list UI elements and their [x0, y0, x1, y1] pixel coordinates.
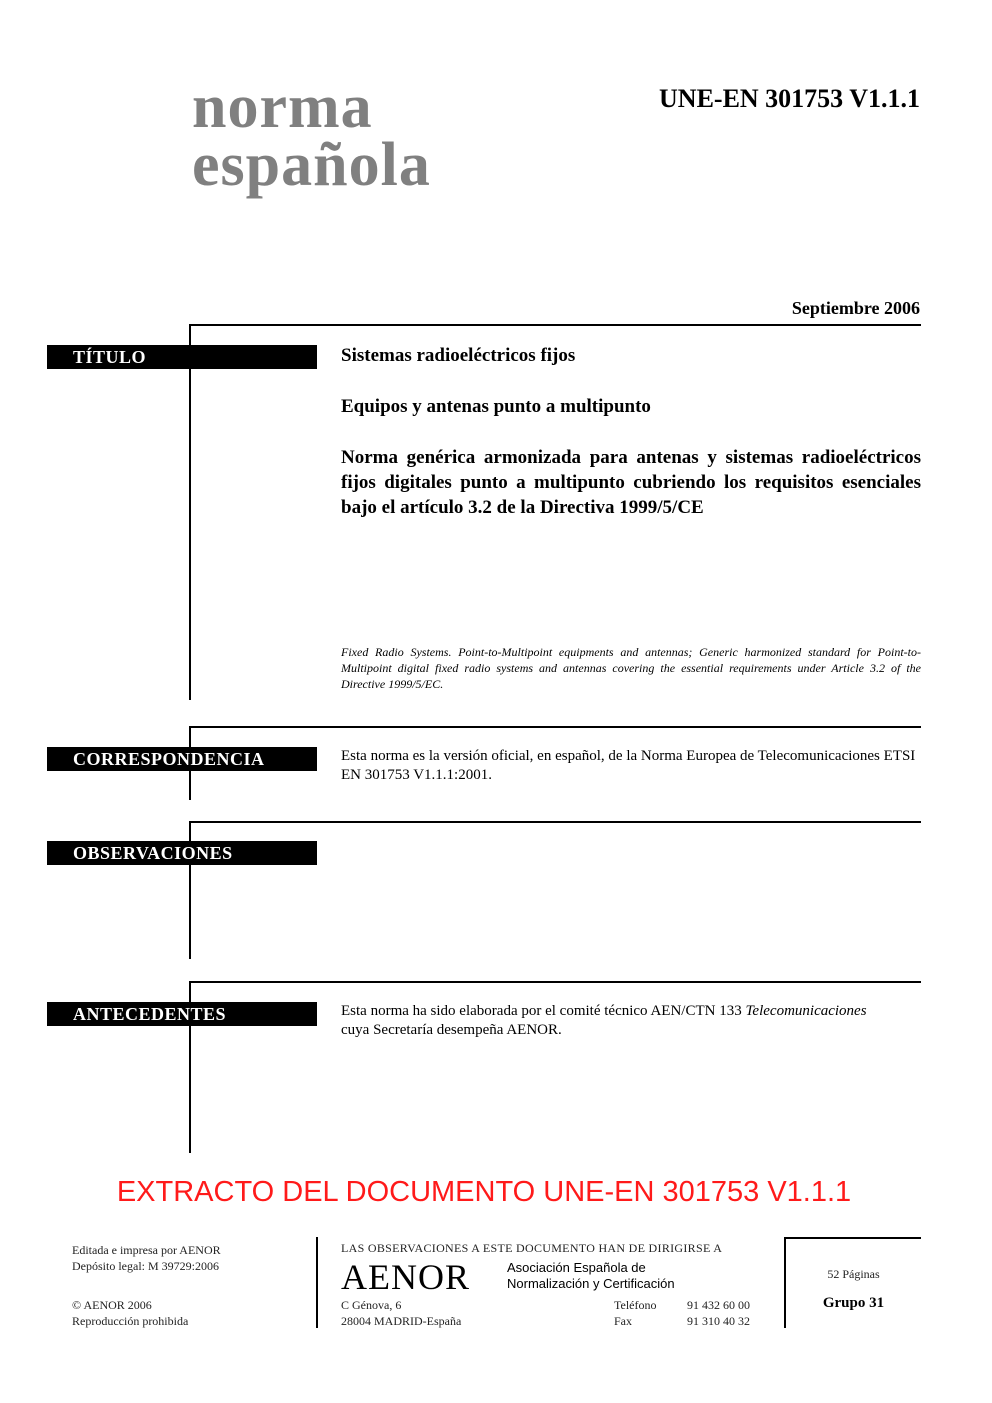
norma-line-2: española [192, 131, 431, 199]
correspondencia-label: CORRESPONDENCIA [47, 747, 317, 771]
antecedentes-text-part2: cuya Secretaría desempeña AENOR. [341, 1022, 562, 1038]
footer-address-1: C Génova, 6 [341, 1298, 402, 1312]
titulo-line-2: Equipos y antenas punto a multipunto [341, 396, 651, 417]
titulo-vertical-rule [189, 324, 191, 700]
footer-divider-2 [784, 1237, 786, 1328]
footer-copyright-block [72, 1297, 188, 1329]
footer-box-top-rule [784, 1237, 921, 1239]
footer-fax-value: 91 310 40 32 [687, 1314, 750, 1328]
footer-fax-label: Fax [614, 1314, 632, 1328]
observaciones-label: OBSERVACIONES [47, 841, 317, 865]
footer-address-2: 28004 MADRID-España [341, 1314, 462, 1328]
footer-contact-labels [614, 1297, 656, 1329]
footer-tel-value: 91 432 60 00 [687, 1298, 750, 1312]
extract-notice: EXTRACTO DEL DOCUMENTO UNE-EN 301753 V1.1.1 [116, 1176, 852, 1208]
footer-observ-heading: LAS OBSERVACIONES A ESTE DOCUMENTO HAN DE DIRIGIRSE A [341, 1241, 723, 1255]
asociacion-line-2: Normalización y Certificación [507, 1276, 675, 1291]
asociacion-line-1: Asociación Española de [507, 1260, 646, 1275]
footer-divider-1 [316, 1237, 318, 1328]
footer-address [341, 1297, 461, 1329]
titulo-line-1: Sistemas radioeléctricos fijos [341, 345, 576, 366]
antecedentes-committee-name: Telecomunicaciones [745, 1003, 867, 1019]
footer-reproduccion: Reproducción prohibida [72, 1314, 189, 1328]
footer-edition-info [72, 1242, 221, 1274]
antecedentes-text-part1: Esta norma ha sido elaborada por el comité técnico AEN/CTN 133 [341, 1003, 746, 1019]
correspondencia-top-rule [189, 726, 921, 728]
footer-copyright: © AENOR 2006 [72, 1298, 152, 1312]
titulo-line-3: Norma genérica armonizada para antenas y sistemas radioeléctricos fijos digitales punto a multipunto cubriendo los requisitos esenciales bajo el artículo 3.2 de la Directiva 1999/5/CE [341, 447, 921, 518]
footer-contact-values [687, 1297, 750, 1329]
aenor-logo: AENOR [341, 1257, 470, 1297]
publication-date: Septiembre 2006 [791, 298, 920, 318]
footer-grupo: Grupo 31 [822, 1295, 885, 1311]
titulo-label: TÍTULO [47, 345, 317, 369]
footer-deposito: Depósito legal: M 39729:2006 [72, 1259, 219, 1273]
titulo-english: Fixed Radio Systems. Point-to-Multipoint equipments and antennas; Generic harmonized standard for Point-to-Multipoint digital fixed radio systems and antennas covering the essential requirements under Article 3.2 of the Directive 1999/5/EC. [341, 645, 921, 691]
antecedentes-text [341, 1002, 921, 1040]
standard-code: UNE-EN 301753 V1.1.1 [659, 84, 920, 113]
correspondencia-text: Esta norma es la versión oficial, en español, de la Norma Europea de Telecomunicaciones ETSI EN 301753 V1.1.1:2001. [341, 748, 916, 783]
norma-espanola-heading [192, 73, 431, 199]
footer-edited: Editada e impresa por AENOR [72, 1243, 221, 1257]
aenor-association-name [507, 1260, 675, 1292]
norma-line-1: norma [192, 73, 373, 141]
footer-pages: 52 Páginas [827, 1267, 880, 1281]
antecedentes-top-rule [189, 981, 921, 983]
observaciones-top-rule [189, 821, 921, 823]
titulo-top-rule [189, 324, 921, 326]
footer-tel-label: Teléfono [614, 1298, 657, 1312]
antecedentes-label: ANTECEDENTES [47, 1002, 317, 1026]
